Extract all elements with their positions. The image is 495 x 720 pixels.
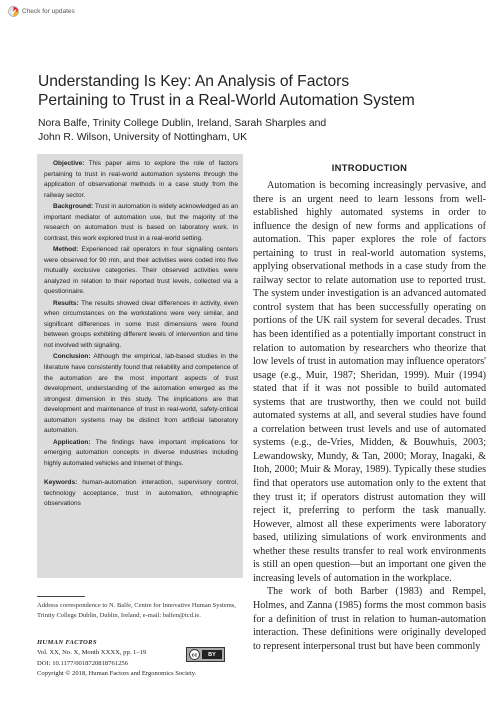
creative-commons-icon — [189, 649, 200, 660]
application-label: Application: — [53, 438, 91, 446]
conclusion-text: Although the empirical, lab-based studies in the literature have consistently found that reliability and competence of the automation are the most important aspects of trust development, understanding of the automation emerged as the strongest dimension in this study. The implications are that development and maintenance of trust in real-world, safety-critical automation systems may be distinct from artificial laboratory automation. — [44, 353, 238, 435]
journal-volume: Vol. XX, No. X, Month XXXX, pp. 1–19 — [37, 649, 147, 657]
abstract-keywords — [44, 478, 238, 510]
svg-text:cc: cc — [191, 652, 198, 659]
keywords-text: human-automation interaction, supervisory control, technology acceptance, trust in automation, ethnographic observations — [44, 479, 238, 508]
abstract-background-section — [44, 202, 238, 244]
background-label: Background: — [53, 203, 94, 211]
crossmark-icon — [8, 6, 19, 17]
abstract-method — [44, 245, 238, 298]
body-paragraph: Automation is becoming increasingly pervasive, and there is an urgent need to learn lessons from well-established highly automated systems in order to influence the design of new forms and applications of automation. This paper explores the role of factors pertaining to trust in real-world automation systems, applying observational methods in a case study from the railway sector to relate automation use to reported trust. The system under investigation is an advanced automated control system that has been successfully operating on portions of the UK rail system for several decades. Trust has been identified as a potentially important construct in relation to automation by researchers who theorize that low levels of trust in automation may influence operators' usage (e.g., Muir, 1987; Sheridan, 1999). Muir (1994) stated that if it was not possible to build automated systems that are trustworthy, then we could not build automated systems at all, and several studies have found a correlation between trust levels and use of automated systems (e.g., de-Vries, Midden, & Bouwhuis, 2003; Lewandowsky, Mundy, & Tan, 2000; Moray, Inagaki, & Itoh, 2000; Muir & Moray, 1989). Typically these studies find that operators use automation only to the extent that they trust it; if operators distrust automation they will reject it, preferring to perform the task manually. However, almost all these experiments were laboratory based, utilizing simulations of work environments and whether these results transfer to real work environments is still an open question—but an important one given the increasing levels of automation in the workplace. — [253, 180, 486, 584]
abstract-results — [44, 299, 238, 352]
author-line: Nora Balfe, Trinity College Dublin, Ireland, Sarah Sharples and — [38, 118, 327, 129]
objective-label: Objective: — [53, 160, 85, 167]
abstract-conclusion — [44, 352, 238, 436]
crossmark-badge[interactable] — [8, 5, 75, 18]
correspondence-note: Address correspondence to N. Balfe, Centre for Innovative Human Systems, Trinity College Dublin, Dublin, Ireland; e-mail: balfen@tcd.ie. — [37, 602, 236, 619]
application-text: The findings have important implications for emerging automation concepts in diverse industries including highly automated vehicles and Internet of things. — [44, 438, 238, 467]
footnote-divider — [37, 596, 85, 597]
abstract-objective — [44, 159, 238, 201]
journal-name: HUMAN FACTORS — [37, 639, 97, 646]
title-line: Pertaining to Trust in a Real-World Automation System — [38, 92, 415, 109]
crossmark-label: Check for updates — [22, 8, 75, 15]
section-heading: INTRODUCTION — [331, 162, 408, 173]
background-text: Trust in automation is widely acknowledged as an important mediator of automation use, but the majority of the research on automation trust is based on laboratory work. In contrast, this work explored trust in a real-world setting. — [44, 203, 238, 242]
paper-title — [38, 72, 478, 110]
journal-doi[interactable]: DOI: 10.1177/0018720818761256 — [37, 659, 128, 667]
body-column — [253, 179, 486, 653]
method-text: Experienced rail operators in four signalling centers were observed for 90 min, and their activities were coded into five mutually exclusive categories. Their observed activities were analyzed in relation to their reported trust levels, collected via a questionnaire. — [44, 246, 238, 296]
objective-text: This paper aims to explore the role of factors pertaining to trust in real-world automation systems through the application of observational methods in a case study from the railway sector. — [44, 160, 238, 199]
conclusion-label: Conclusion: — [53, 353, 91, 361]
title-line: Understanding Is Key: An Analysis of Factors — [38, 73, 350, 90]
results-text: The results showed clear differences in activity, even when circumstances on the workstations were very similar, and significant differences in some trust dimensions were found between groups exhibiting different levels of intervention and time not involved with signaling. — [44, 299, 238, 349]
abstract-application — [44, 438, 238, 470]
abstract — [44, 159, 238, 511]
results-label: Results: — [53, 299, 79, 307]
body-paragraph: The work of both Barber (1983) and Rempel, Holmes, and Zanna (1985) forms the most common basis for a definition of trust in relation to human-automation interaction. These definitions were originally developed to represent interpersonal trust but have been commonly — [253, 586, 486, 652]
journal-copyright: Copyright © 2018, Human Factors and Ergonomics Society. — [37, 669, 197, 677]
keywords-label: Keywords: — [44, 479, 78, 487]
author-block — [38, 117, 488, 145]
author-line: John R. Wilson, University of Nottingham, UK — [38, 132, 248, 143]
cc-by-label: BY — [202, 650, 222, 659]
method-label: Method: — [53, 246, 79, 254]
cc-license-badge[interactable] — [186, 647, 225, 662]
